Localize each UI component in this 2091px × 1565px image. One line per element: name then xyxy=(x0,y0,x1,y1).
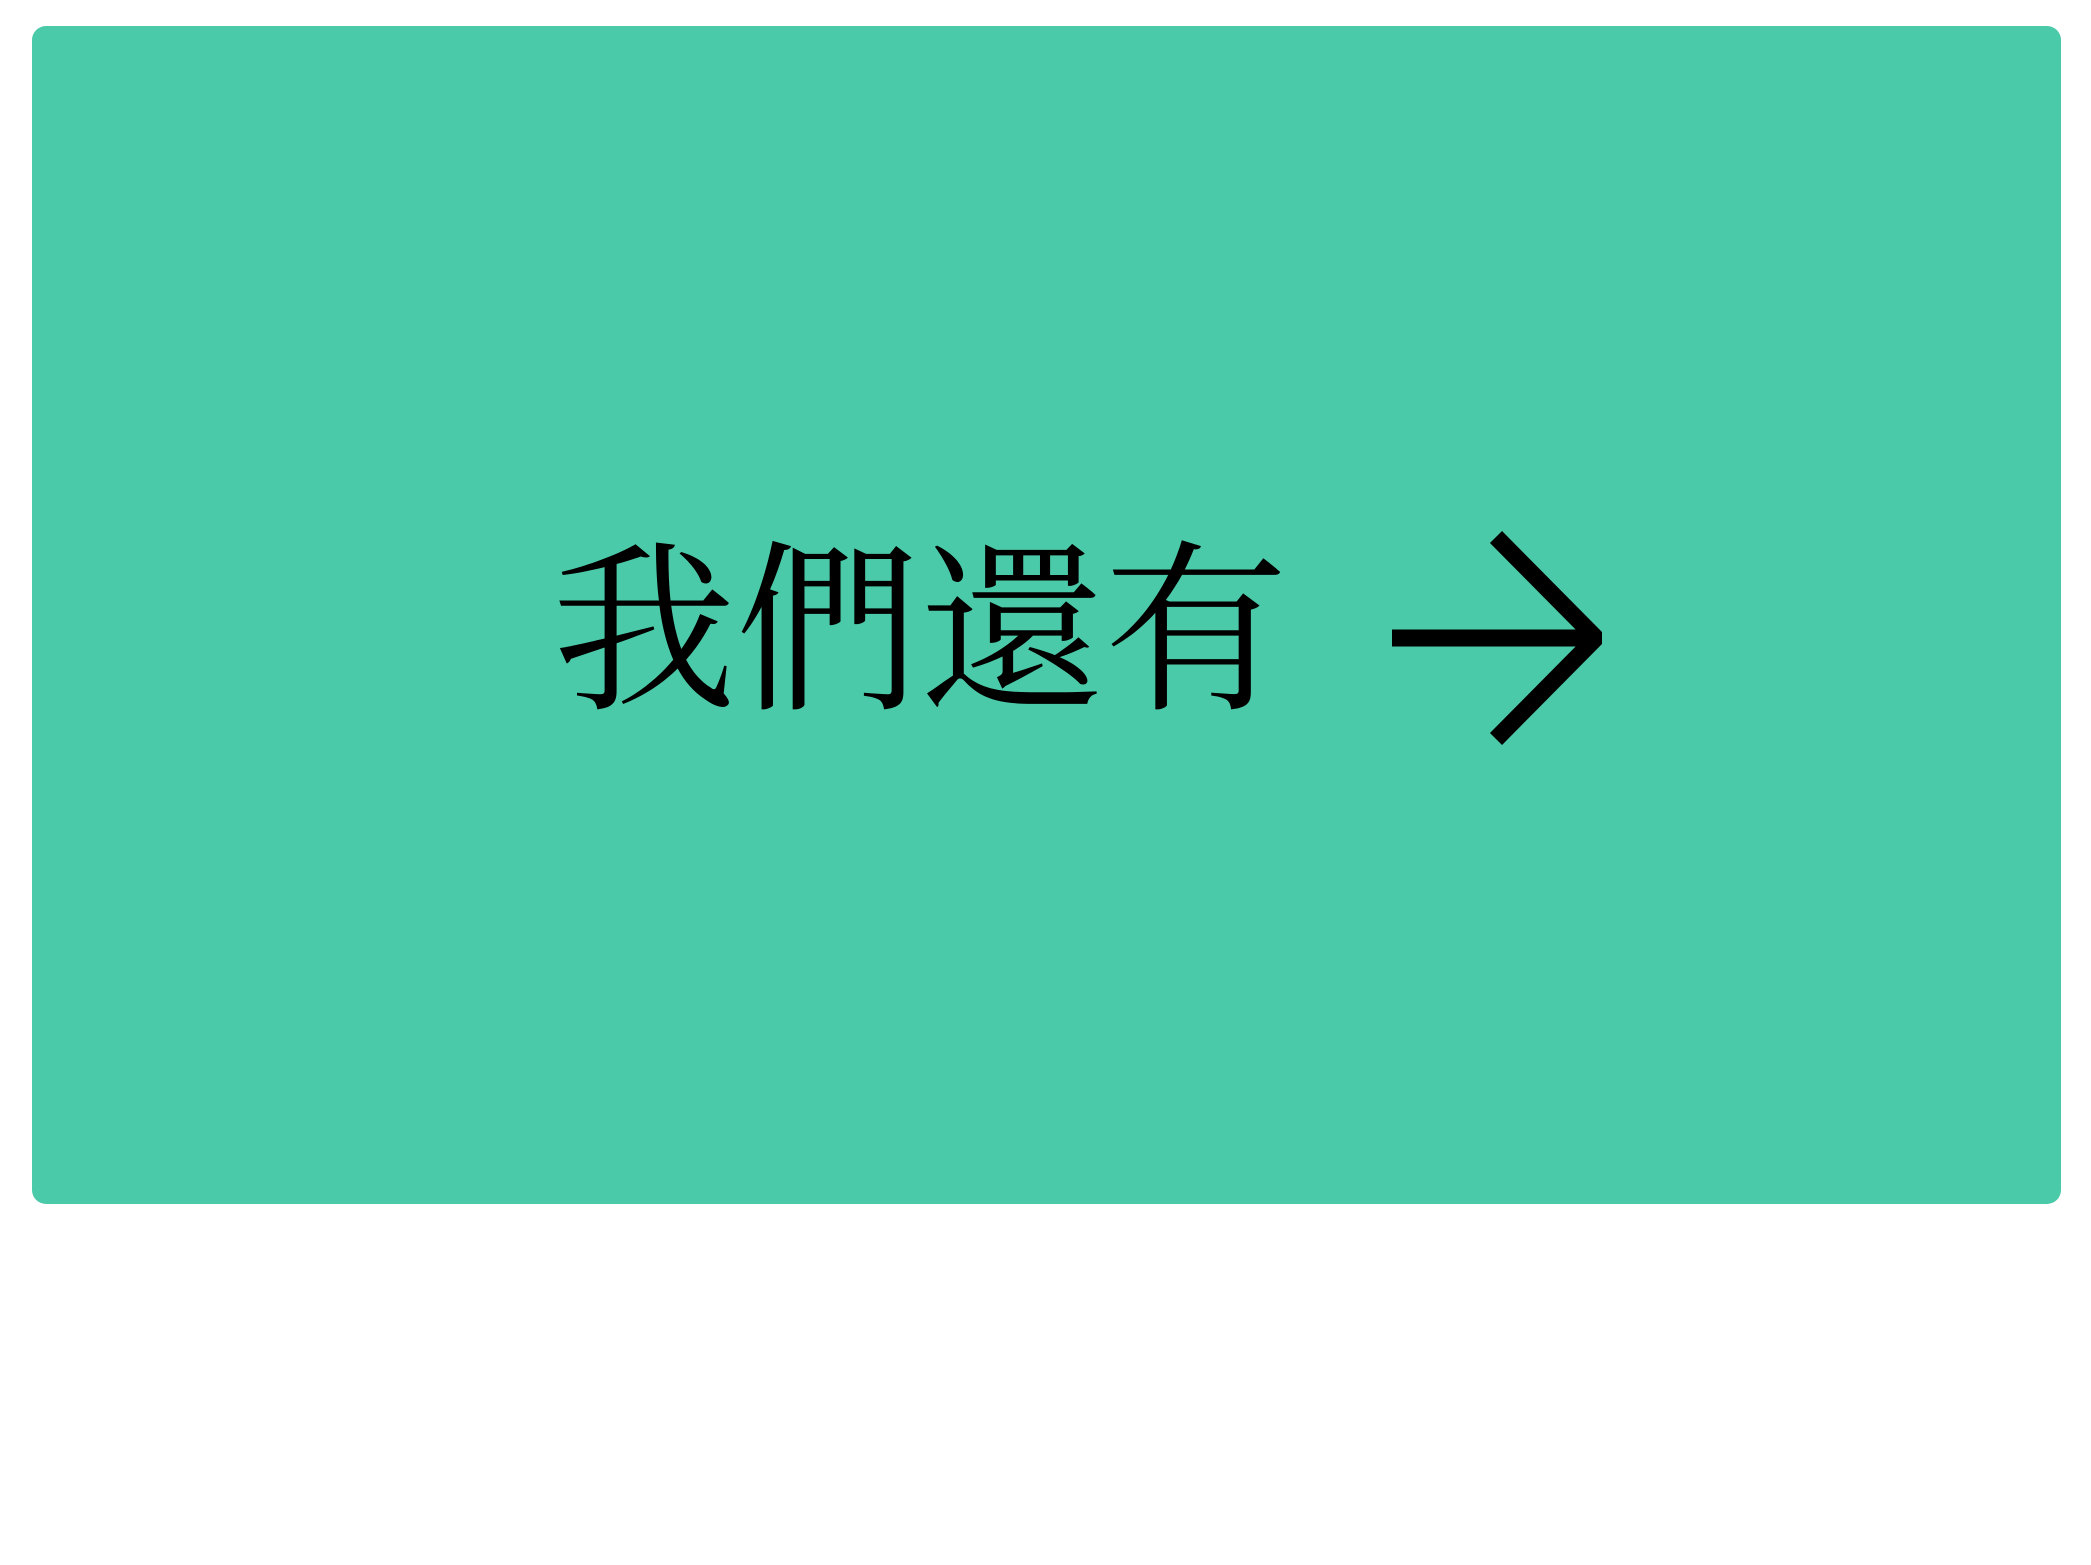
next-card-button[interactable] xyxy=(32,26,2061,1204)
arrow-right-icon xyxy=(1387,531,1602,746)
card-label: 我們還有 xyxy=(552,525,1289,739)
